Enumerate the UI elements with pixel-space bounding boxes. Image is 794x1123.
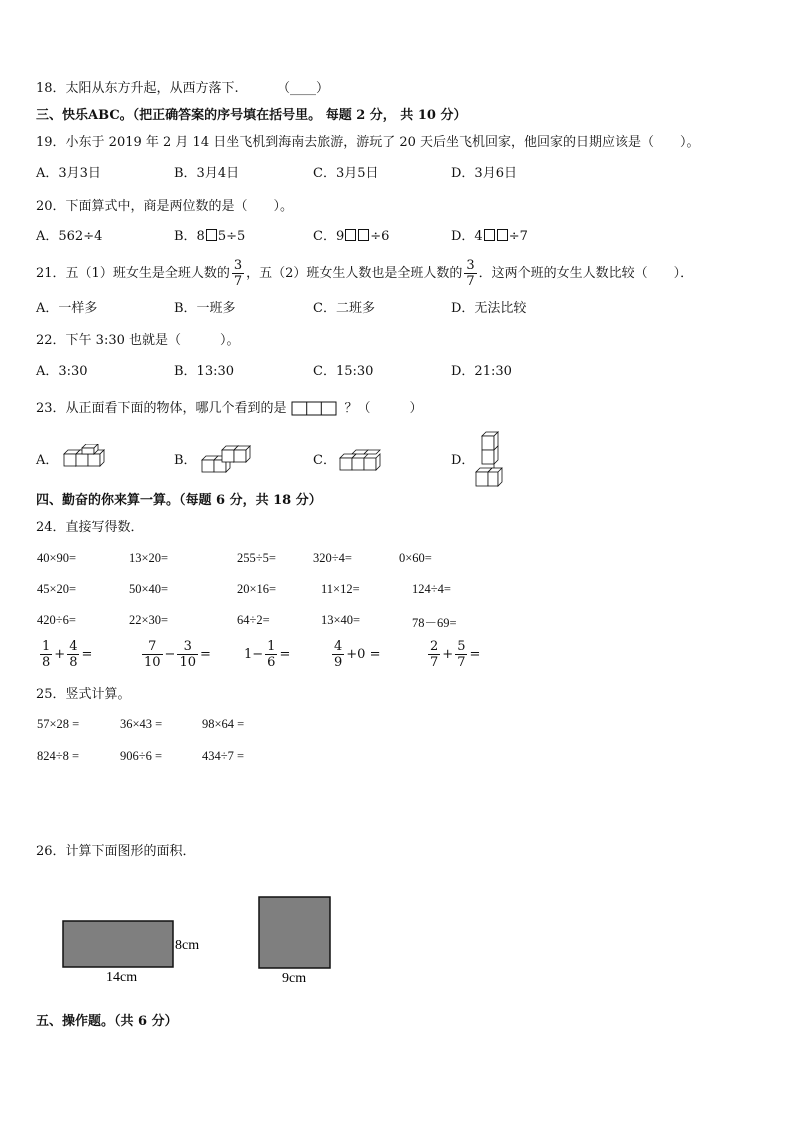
cube-shape-d-icon <box>474 430 508 492</box>
q18-text: 18．太阳从东方升起，从西方落下. <box>36 81 239 96</box>
q18-line <box>36 80 329 98</box>
q24-calc: 13×20= <box>129 551 169 565</box>
q24-calc: 11×12= <box>321 582 360 596</box>
q21-option-b[interactable]: B．一班多 <box>174 301 236 316</box>
rectangle-width-label: 14cm <box>106 970 138 985</box>
q20-option-b-post: 5÷5 <box>217 229 246 244</box>
q23-option-d[interactable]: D． <box>451 453 475 468</box>
q24-calc: 0×60= <box>399 551 432 565</box>
q21-line <box>36 258 693 289</box>
q24-text: 24．直接写得数． <box>36 520 144 535</box>
q20-option-a[interactable]: A．562÷4 <box>36 229 103 244</box>
q24-calc: 20×16= <box>237 582 277 596</box>
q23-option-a[interactable]: A． <box>36 453 59 468</box>
q24-calc: 45×20= <box>37 582 77 596</box>
q24-calc: 13×40= <box>321 613 361 627</box>
q25-calc: 57×28 = <box>37 717 80 731</box>
q24-calc: 420÷6= <box>37 613 76 627</box>
q25-text: 25．竖式计算。 <box>36 687 131 702</box>
q25-calc: 434÷7 = <box>202 749 245 763</box>
q22-option-a[interactable]: A．3:30 <box>36 364 88 379</box>
q24-fraction-expr-4: $\frac{4}{9}$ +0 = <box>334 639 381 670</box>
q23-option-c[interactable]: C． <box>313 453 336 468</box>
blank-box-icon <box>358 229 369 241</box>
q20-option-b[interactable] <box>174 228 245 246</box>
q22-text: 22．下午 3:30 也就是（ ）。 <box>36 333 240 348</box>
section-5-title: 五、操作题。（共 6 分） <box>36 1014 178 1029</box>
section-4-title: 四、勤奋的你来算一算。（每题 6 分，共 18 分） <box>36 493 322 508</box>
q23-text-post: ？（ ） <box>344 401 423 416</box>
q21-option-a[interactable]: A．一样多 <box>36 301 98 316</box>
area-figures <box>56 890 356 990</box>
q24-calc: 124÷4= <box>412 582 451 596</box>
q20-option-d[interactable] <box>451 228 528 246</box>
rectangle-figure <box>63 921 173 967</box>
q23-text-pre: 23．从正面看下面的物体，哪几个看到的是 <box>36 401 287 416</box>
blank-box-icon <box>345 229 356 241</box>
blank-box-icon <box>497 229 508 241</box>
q24-calc: 64÷2= <box>237 613 270 627</box>
q24-fraction-expr-3: 1− $\frac{1}{6}$ = <box>244 639 291 670</box>
q26-text: 26．计算下面图形的面积． <box>36 844 196 859</box>
q19-option-d[interactable]: D．3月6日 <box>451 166 517 181</box>
q21-part2: ，五（2）班女生人数也是全班人数的 <box>246 265 463 281</box>
q22-option-c[interactable]: C．15:30 <box>313 364 374 379</box>
q24-calc: 40×90= <box>37 551 77 565</box>
q20-option-c-pre: C．9 <box>313 229 345 244</box>
q20-option-c[interactable] <box>313 228 389 246</box>
q21-part1: 21．五（1）班女生是全班人数的 <box>36 265 230 281</box>
q21-fraction-1: $\frac{3}{7}$ <box>233 258 243 289</box>
cube-shape-c-icon <box>338 446 394 476</box>
q19-option-b[interactable]: B．3月4日 <box>174 166 240 181</box>
q20-option-d-pre: D．4 <box>451 229 483 244</box>
rectangle-height-label: 8cm <box>175 938 200 953</box>
blank-box-icon <box>484 229 495 241</box>
q23-option-b[interactable]: B． <box>174 453 197 468</box>
q24-fraction-expr-1: $\frac{1}{8}$ + $\frac{4}{8}$ = <box>42 639 93 670</box>
q24-fraction-expr-2: $\frac{7}{10}$ − $\frac{3}{10}$ = <box>144 639 211 670</box>
q25-calc: 98×64 = <box>202 717 245 731</box>
q21-option-d[interactable]: D．无法比较 <box>451 301 527 316</box>
q24-calc: 255÷5= <box>237 551 276 565</box>
q24-calc: 78－69= <box>412 616 457 630</box>
q20-option-d-post: ÷7 <box>508 229 528 244</box>
q22-option-b[interactable]: B．13:30 <box>174 364 235 379</box>
cube-shape-a-icon <box>62 444 122 474</box>
q24-calc: 50×40= <box>129 582 169 596</box>
q24-calc: 22×30= <box>129 613 169 627</box>
q23-line <box>36 400 423 418</box>
blank-box-icon <box>206 229 217 241</box>
q19-option-a[interactable]: A．3月3日 <box>36 166 101 181</box>
section-3-title: 三、快乐ABC。（把正确答案的序号填在括号里。 每题 2 分， 共 10 分） <box>36 108 467 123</box>
square-side-label: 9cm <box>282 971 307 986</box>
cube-shape-b-icon <box>198 440 258 476</box>
q22-option-d[interactable]: D．21:30 <box>451 364 512 379</box>
q24-fraction-expr-5: $\frac{2}{7}$ + $\frac{5}{7}$ = <box>430 639 481 670</box>
q21-part3: ．这两个班的女生人数比较（ ）． <box>478 265 694 281</box>
q21-fraction-2: $\frac{3}{7}$ <box>466 258 475 289</box>
q20-text: 20．下面算式中，商是两位数的是（ ）。 <box>36 199 294 214</box>
square-figure <box>259 897 330 968</box>
q25-calc: 824÷8 = <box>37 749 80 763</box>
q25-calc: 906÷6 = <box>120 749 163 763</box>
q25-calc: 36×43 = <box>120 717 163 731</box>
q19-text: 19．小东于 2019 年 2 月 14 日坐飞机到海南去旅游，游玩了 20 天后坐飞机回家，他回家的日期应该是（ ）。 <box>36 135 700 150</box>
q20-option-b-pre: B．8 <box>174 229 205 244</box>
q24-calc: 320÷4= <box>313 551 352 565</box>
q20-option-c-post: ÷6 <box>370 229 390 244</box>
q19-option-c[interactable]: C．3月5日 <box>313 166 379 181</box>
q21-option-c[interactable]: C．二班多 <box>313 301 375 316</box>
q18-answer-paren[interactable]: （____） <box>276 81 329 96</box>
three-squares-view-icon <box>291 401 341 417</box>
